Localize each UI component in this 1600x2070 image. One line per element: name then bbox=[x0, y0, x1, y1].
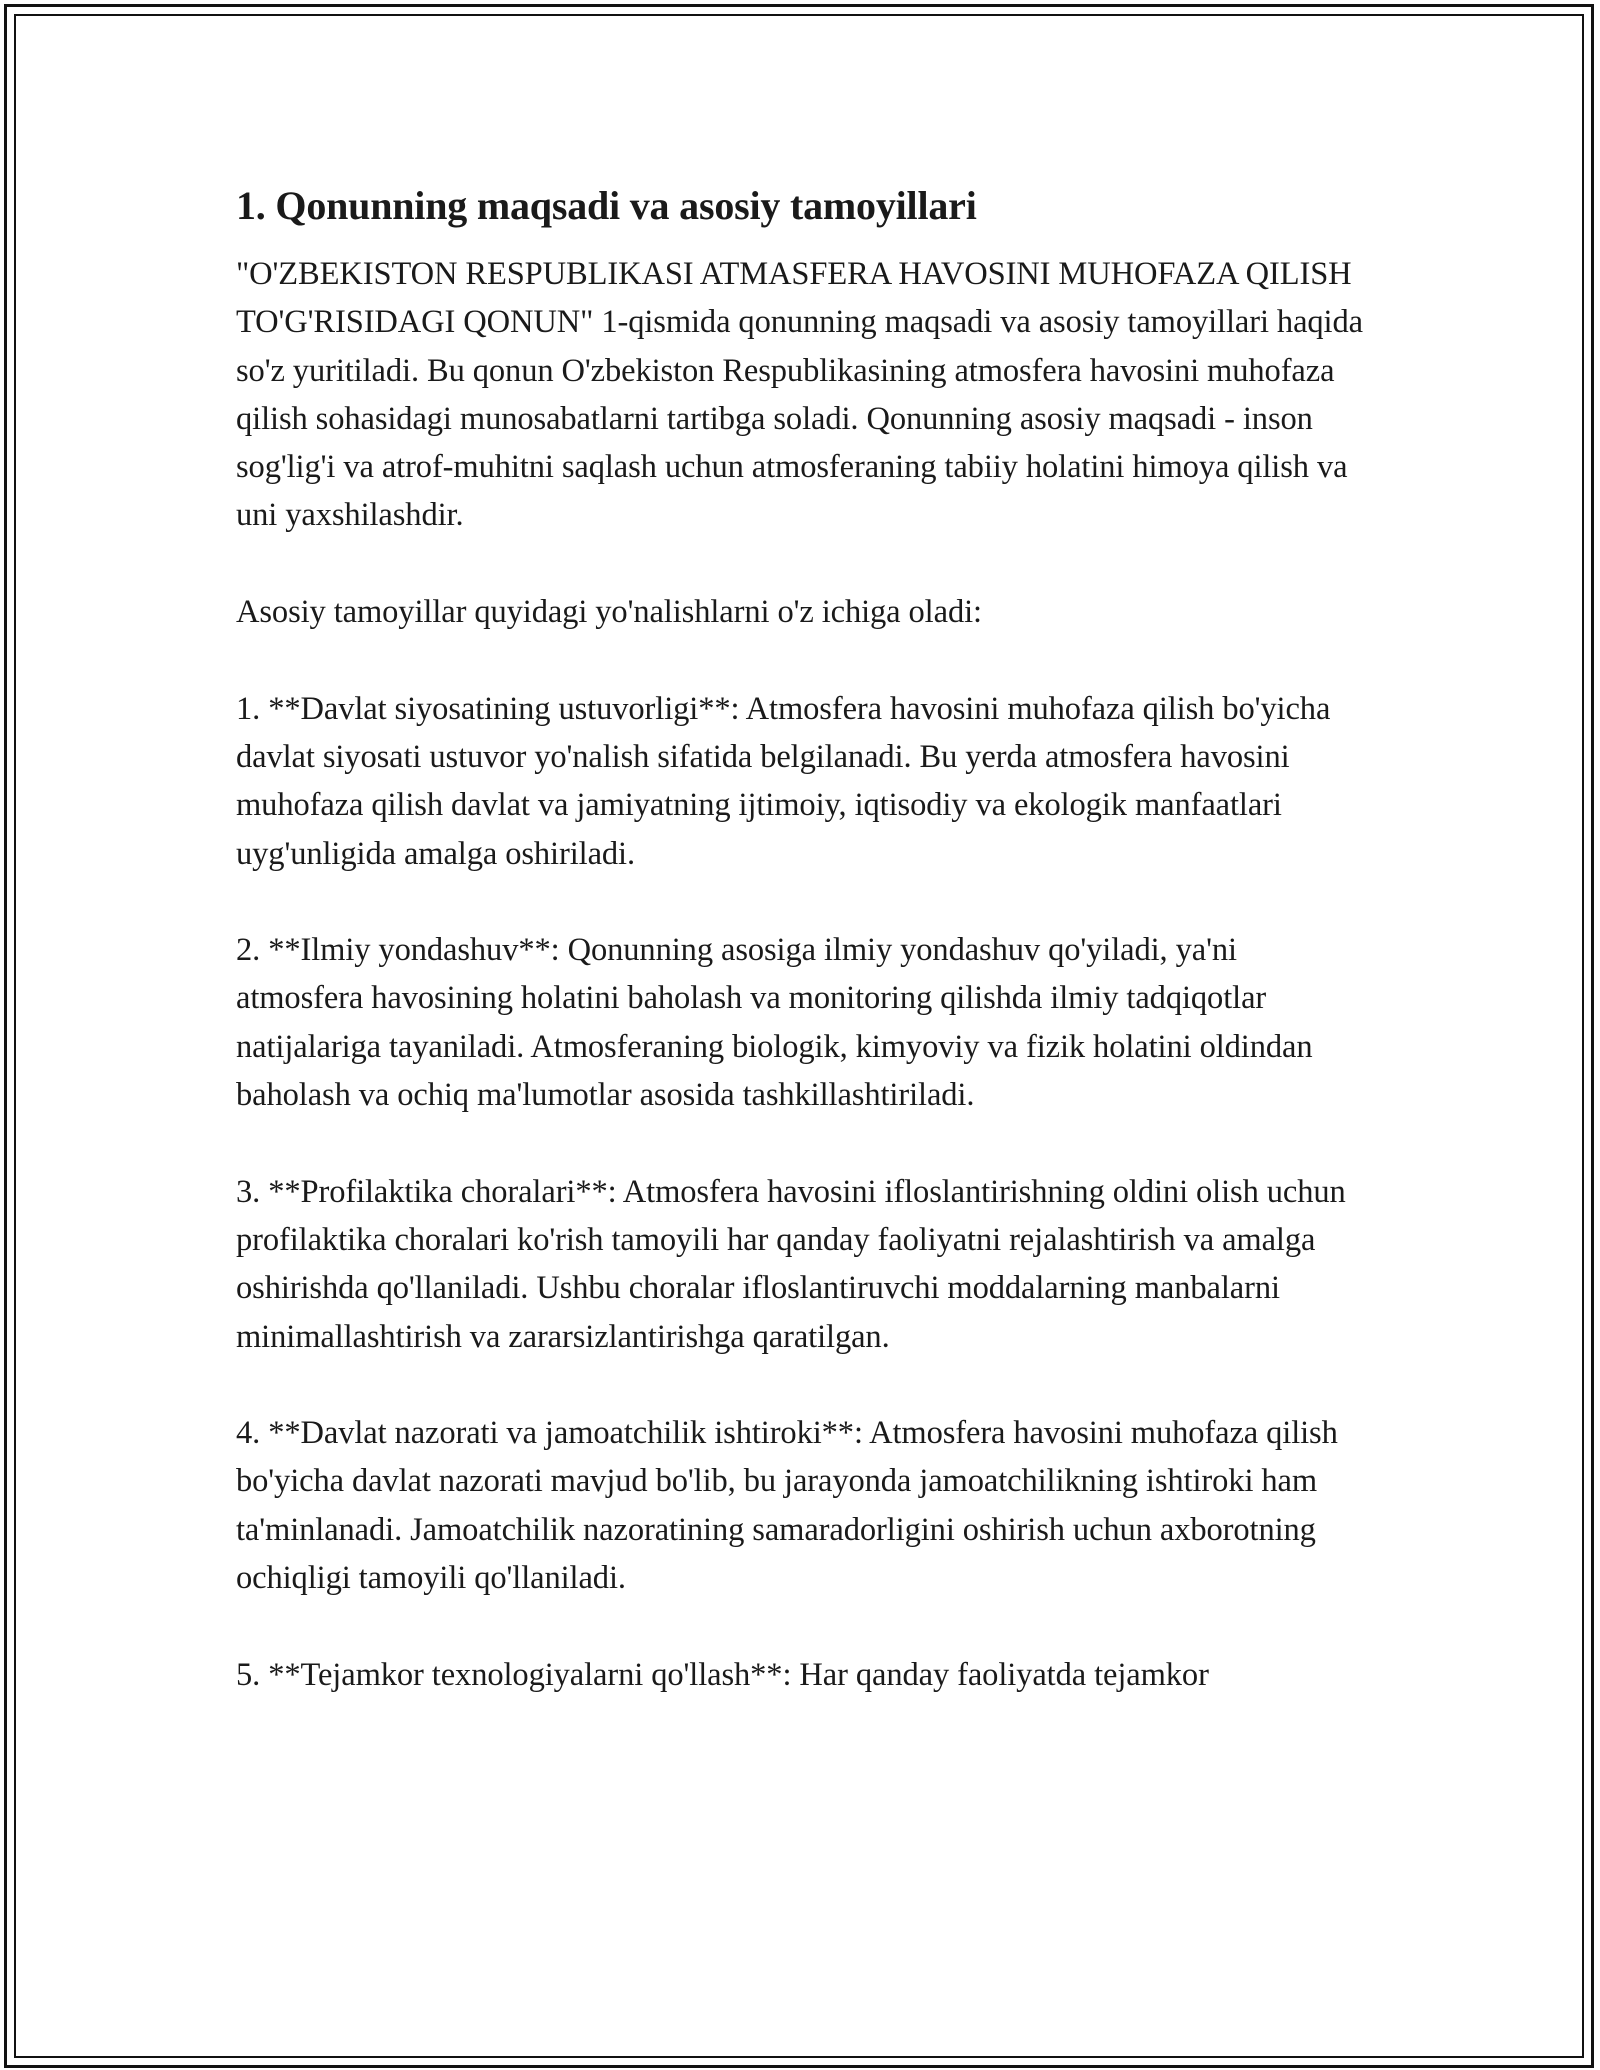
principle-4-paragraph: 4. **Davlat nazorati va jamoatchilik ishtiroki**: Atmosfera havosini muhofaza qilish bo'yicha davlat nazorati mavjud bo'lib, bu jarayonda jamoatchilikning ishtiroki ham ta'minlanadi. Jamoatchilik nazoratining samaradorligini oshirish uchun axborotning ochiqligi tamoyili qo'llaniladi. bbox=[236, 1415, 1338, 1597]
principle-2-paragraph: 2. **Ilmiy yondashuv**: Qonunning asosiga ilmiy yondashuv qo'yiladi, ya'ni atmosfera havosining holatini baholash va monitoring qilishda ilmiy tadqiqotlar natijalariga tayaniladi. Atmosferaning biologik, kimyoviy va fizik holatini oldindan baholash va ochiq ma'lumotlar asosida tashkillashtiriladi. bbox=[236, 932, 1313, 1114]
document-body bbox=[236, 180, 1366, 1699]
intro-paragraph: "O'ZBEKISTON RESPUBLIKASI ATMASFERA HAVOSINI MUHOFAZA QILISH TO'G'RISIDAGI QONUN" 1-qismida qonunning maqsadi va asosiy tamoyillari haqida so'z yuritiladi. Bu qonun O'zbekiston Respublikasining atmosfera havosini muhofaza qilish sohasidagi munosabatlarni tartibga soladi. Qonunning asosiy maqsadi - inson sog'lig'i va atrof-muhitni saqlash uchun atmosferaning tabiiy holatini himoya qilish va uni yaxshilashdir. bbox=[236, 256, 1363, 534]
section-heading: 1. Qonunning maqsadi va asosiy tamoyillari bbox=[236, 183, 977, 228]
principles-intro-paragraph: Asosiy tamoyillar quyidagi yo'nalishlarni o'z ichiga oladi: bbox=[236, 594, 982, 631]
principle-3-paragraph: 3. **Profilaktika choralari**: Atmosfera havosini ifloslantirishning oldini olish uchun profilaktika choralari ko'rish tamoyili har qanday faoliyatni rejalashtirish va amalga oshirishda qo'llaniladi. Ushbu choralar ifloslantiruvchi moddalarning manbalarni minimallashtirish va zararsizlantirishga qaratilgan. bbox=[236, 1173, 1346, 1355]
principle-5-paragraph: 5. **Tejamkor texnologiyalarni qo'llash**: Har qanday faoliyatda tejamkor bbox=[236, 1656, 1209, 1693]
principle-1-paragraph: 1. **Davlat siyosatining ustuvorligi**: Atmosfera havosini muhofaza qilish bo'yicha davlat siyosati ustuvor yo'nalish sifatida belgilanadi. Bu yerda atmosfera havosini muhofaza qilish davlat va jamiyatning ijtimoiy, iqtisodiy va ekologik manfaatlari uyg'unligida amalga oshiriladi. bbox=[236, 690, 1331, 872]
